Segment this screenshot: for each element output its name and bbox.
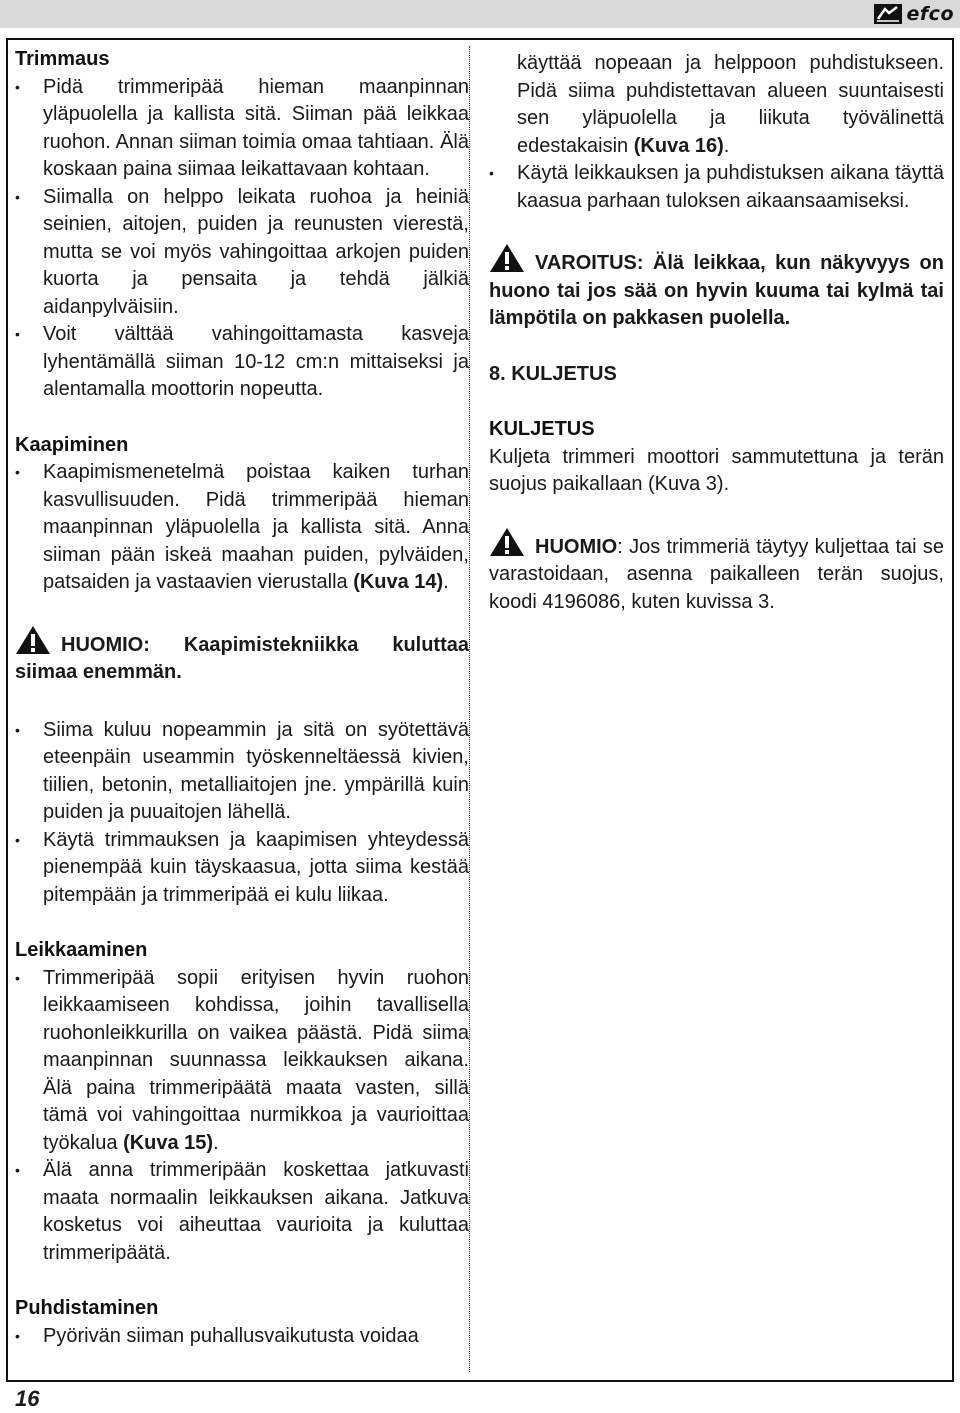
list-item: • Siima kuluu nopeammin ja sitä on syötettävä eteenpäin useammin työskenneltäessä kivien, tiilien, betonin, metalliaitojen jne. ympärillä kuin puiden ja puuaitojen lähellä. xyxy=(15,718,469,823)
heading-kaapiminen: Kaapiminen xyxy=(15,433,129,456)
heading-puhdistaminen: Puhdistaminen xyxy=(15,1297,159,1319)
list-item: • Käytä trimmauksen ja kaapimisen yhteydessä pienempää kuin täyskaasua, jotta siima kestää pitempään ja trimmeripää ei kulu liikaa. xyxy=(15,828,469,906)
list-item: • Käytä leikkauksen ja puhdistuksen aikana täyttä kaasua parhaan tuloksen aikaansaamiseksi. xyxy=(489,162,944,212)
list-item: • Voit välttää vahingoittamasta kasveja lyhentämällä siiman 10-12 cm:n mittaiseksi ja alentamalla moottorin nopeutta. xyxy=(15,323,469,400)
siima-list xyxy=(15,717,469,910)
right-column xyxy=(489,50,944,616)
efco-emblem-icon xyxy=(873,3,903,25)
warning-icon xyxy=(489,527,525,557)
list-item: • Pidä trimmeripää hieman maanpinnan yläpuolella ja kallista sitä. Siiman pää leikkaa ruohon. Annan siiman toimia omaa tahtiaan. Älä koskaan paina siimaa leikattavaan kohtaan. xyxy=(15,75,469,180)
warning-icon xyxy=(15,625,51,655)
list-item: • Älä anna trimmeripään koskettaa jatkuvasti maata normaalin leikkauksen aikana. Jatkuva kosketus voi aiheuttaa vaurioita ja kuluttaa trimmeripäätä. xyxy=(15,1159,469,1264)
varoitus-warning: VAROITUS: Älä leikkaa, kun näkyvyys on huono tai jos sää on hyvin kuuma tai kylmä tai lämpötila on pakkasen puolella. xyxy=(489,243,944,333)
huomio-transport-warning: HUOMIO: Jos trimmeriä täytyy kuljettaa tai se varastoidaan, asenna paikalleen terän suojus, koodi 4196086, kuten kuvissa 3. xyxy=(489,527,944,617)
puhdistaminen-continued-list xyxy=(489,50,944,215)
list-item: • Siimalla on helppo leikata ruohoa ja heiniä seinien, aitojen, puiden ja reunusten vierestä, mutta se voi myös vahingoittaa arkojen puiden kuorta ja pensaita ja tehdä jälkiä aidanpylväisiin. xyxy=(15,185,469,318)
page-number: 16 xyxy=(15,1386,40,1411)
list-item: • Trimmeripää sopii erityisen hyvin ruohon leikkaamiseen kohdissa, joihin tavallisella ruohonleikkurilla on vaikea päästä. Pidä siima maanpinnan suunnassa leikkauksen aikana. Älä paina trimmeripäätä maata vasten, sillä tämä voi vahingoittaa nurmikkoa ja vaurioittaa työkalua (Kuva 15). xyxy=(15,966,469,1154)
brand-logo xyxy=(873,2,954,26)
leikkaaminen-list xyxy=(15,965,469,1268)
heading-kuljetus: KULJETUS xyxy=(489,418,595,440)
list-item-continued: käyttää nopeaan ja helppoon puhdistukseen. Pidä siima puhdistettavan alueen suuntaisesti sen yläpuolella ja liikuta työvälinettä edestakaisin (Kuva 16). xyxy=(517,52,944,157)
left-column xyxy=(15,46,470,1372)
heading-trimmaus: Trimmaus xyxy=(15,48,110,70)
puhdistaminen-list xyxy=(15,1323,469,1351)
logo-text: efco xyxy=(906,3,954,25)
heading-leikkaaminen: Leikkaaminen xyxy=(15,939,148,961)
warning-icon xyxy=(489,243,525,273)
header-bar xyxy=(0,0,960,28)
trimmaus-list xyxy=(15,74,469,404)
kuljetus-text: Kuljeta trimmeri moottori sammutettuna ja terän suojus paikallaan (Kuva 3). xyxy=(489,445,944,495)
kaapiminen-list xyxy=(15,459,469,597)
list-item: • Pyörivän siiman puhallusvaikutusta voidaa xyxy=(15,1324,419,1347)
section-title: 8. KULJETUS xyxy=(489,362,617,385)
list-item: • Kaapimismenetelmä poistaa kaiken turhan kasvullisuuden. Pidä trimmeripää hieman maanpinnan yläpuolella ja kallista sitä. Anna siiman pään iskeä maahan puiden, pylväiden, patsaiden ja vastaavien vierustalla (Kuva 14). xyxy=(15,461,469,593)
huomio-warning: HUOMIO: Kaapimistekniikka kuluttaa siimaa enemmän. xyxy=(15,625,469,687)
